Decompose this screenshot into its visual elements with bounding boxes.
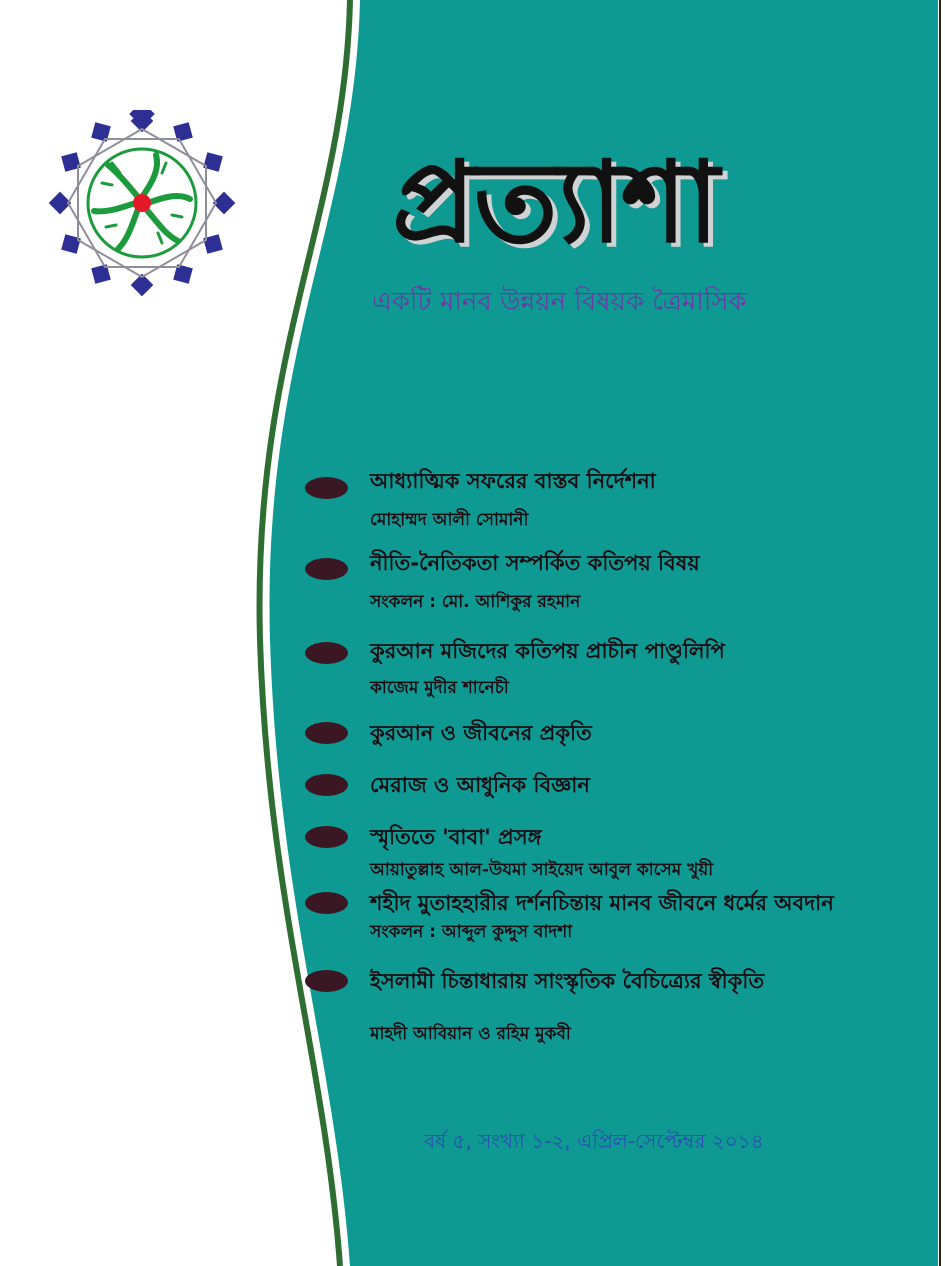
bullet-icon bbox=[305, 477, 348, 499]
article-author: আয়াতুল্লাহ আল-উযমা সাইয়েদ আবুল কাসেম খুয়ী bbox=[370, 860, 714, 880]
article-author: সংকলন : আব্দুল কুদ্দুস বাদশা bbox=[370, 922, 573, 942]
magazine-title: প্রত্যাশা bbox=[392, 137, 718, 268]
bullet-icon bbox=[305, 970, 348, 992]
article-title: স্মৃতিতে 'বাবা' প্রসঙ্গ bbox=[370, 825, 542, 849]
article-title: নীতি-নৈতিকতা সম্পর্কিত কতিপয় বিষয় bbox=[370, 551, 700, 575]
article-author: মাহদী আবিয়ান ও রহিম মুকবী bbox=[370, 1024, 571, 1044]
bullet-icon bbox=[305, 892, 348, 914]
emblem-icon bbox=[44, 110, 240, 296]
magazine-subtitle: একটি মানব উন্নয়ন বিষয়ক ত্রৈমাসিক bbox=[372, 287, 747, 317]
article-title: কুরআন মজিদের কতিপয় প্রাচীন পাণ্ডুলিপি bbox=[370, 639, 725, 663]
article-title: শহীদ মুতাহহারীর দর্শনচিন্তায় মানব জীবনে ধর্মের অবদান bbox=[370, 891, 834, 915]
bullet-icon bbox=[305, 774, 348, 796]
bullet-icon bbox=[305, 642, 348, 664]
bullet-icon bbox=[305, 558, 348, 580]
article-title: মেরাজ ও আধুনিক বিজ্ঞান bbox=[370, 773, 590, 797]
article-title: কুরআন ও জীবনের প্রকৃতি bbox=[370, 721, 592, 745]
article-author: কাজেম মুদীর শানেচী bbox=[370, 678, 509, 698]
issue-info: বর্ষ ৫, সংখ্যা ১-২, এপ্রিল-সেপ্টেম্বর ২০১৪ bbox=[424, 1129, 764, 1153]
bullet-icon bbox=[305, 722, 348, 744]
article-author: সংকলন : মো. আশিকুর রহমান bbox=[370, 592, 581, 612]
article-author: মোহাম্মদ আলী সোমানী bbox=[370, 510, 529, 530]
bullet-icon bbox=[305, 826, 348, 848]
article-title: ইসলামী চিন্তাধারায় সাংস্কৃতিক বৈচিত্র্যের স্বীকৃতি bbox=[370, 969, 765, 993]
article-title: আধ্যাত্মিক সফরের বাস্তব নির্দেশনা bbox=[370, 469, 656, 493]
